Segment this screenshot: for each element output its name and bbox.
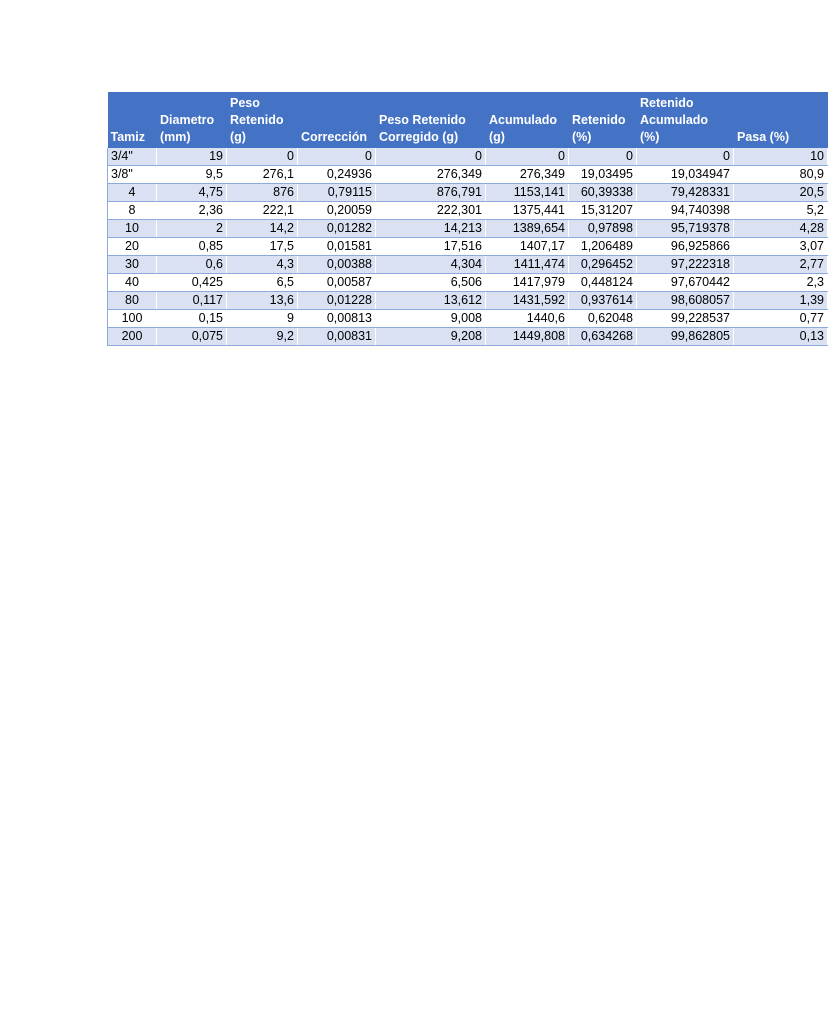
cell-pasa-pct: 80,9	[734, 166, 828, 184]
cell-acumulado: 1431,592	[486, 292, 569, 310]
cell-diametro: 0,6	[157, 256, 227, 274]
cell-pasa-pct: 0,13	[734, 328, 828, 346]
cell-retenido-pct: 1,206489	[569, 238, 637, 256]
cell-peso-retenido-corregido: 876,791	[376, 184, 486, 202]
table-row	[108, 202, 828, 220]
cell-peso-retenido-corregido: 0	[376, 148, 486, 166]
cell-diametro: 0,15	[157, 310, 227, 328]
table-row	[108, 328, 828, 346]
cell-peso-retenido-corregido: 276,349	[376, 166, 486, 184]
cell-peso-retenido-corregido: 4,304	[376, 256, 486, 274]
cell-peso-retenido: 222,1	[227, 202, 298, 220]
header-diametro: Diametro (mm)	[157, 92, 227, 148]
cell-tamiz: 4	[108, 184, 157, 202]
cell-acumulado: 1389,654	[486, 220, 569, 238]
cell-diametro: 9,5	[157, 166, 227, 184]
cell-retenido-pct: 0,97898	[569, 220, 637, 238]
cell-retenido-acumulado-pct: 79,428331	[637, 184, 734, 202]
header-acumulado: Acumulado (g)	[486, 92, 569, 148]
cell-retenido-pct: 0,937614	[569, 292, 637, 310]
cell-acumulado: 1375,441	[486, 202, 569, 220]
cell-tamiz: 20	[108, 238, 157, 256]
cell-pasa-pct: 10	[734, 148, 828, 166]
cell-retenido-pct: 15,31207	[569, 202, 637, 220]
cell-pasa-pct: 2,3	[734, 274, 828, 292]
table-row	[108, 238, 828, 256]
cell-acumulado: 1440,6	[486, 310, 569, 328]
table-header	[108, 92, 828, 148]
cell-peso-retenido-corregido: 222,301	[376, 202, 486, 220]
cell-tamiz: 30	[108, 256, 157, 274]
cell-retenido-acumulado-pct: 97,222318	[637, 256, 734, 274]
cell-acumulado: 1417,979	[486, 274, 569, 292]
table-row	[108, 148, 828, 166]
cell-peso-retenido-corregido: 9,008	[376, 310, 486, 328]
cell-acumulado: 1411,474	[486, 256, 569, 274]
cell-retenido-acumulado-pct: 94,740398	[637, 202, 734, 220]
cell-diametro: 0,425	[157, 274, 227, 292]
header-retenido-pct: Retenido (%)	[569, 92, 637, 148]
cell-diametro: 4,75	[157, 184, 227, 202]
cell-correccion: 0,00587	[298, 274, 376, 292]
cell-tamiz: 200	[108, 328, 157, 346]
cell-peso-retenido: 14,2	[227, 220, 298, 238]
cell-acumulado: 1449,808	[486, 328, 569, 346]
cell-correccion: 0,24936	[298, 166, 376, 184]
cell-diametro: 2,36	[157, 202, 227, 220]
cell-tamiz: 3/4"	[108, 148, 157, 166]
header-peso-retenido: Peso Retenido (g)	[227, 92, 298, 148]
cell-peso-retenido: 17,5	[227, 238, 298, 256]
cell-correccion: 0,00831	[298, 328, 376, 346]
header-correccion: Corrección	[298, 92, 376, 148]
table-row	[108, 310, 828, 328]
cell-tamiz: 8	[108, 202, 157, 220]
cell-retenido-acumulado-pct: 19,034947	[637, 166, 734, 184]
cell-retenido-pct: 19,03495	[569, 166, 637, 184]
cell-retenido-acumulado-pct: 0	[637, 148, 734, 166]
cell-peso-retenido: 876	[227, 184, 298, 202]
table-body	[108, 148, 828, 346]
cell-peso-retenido: 276,1	[227, 166, 298, 184]
cell-correccion: 0	[298, 148, 376, 166]
table-row	[108, 256, 828, 274]
cell-retenido-pct: 0,448124	[569, 274, 637, 292]
sieve-analysis-table	[107, 92, 828, 346]
header-row	[108, 92, 828, 148]
cell-tamiz: 80	[108, 292, 157, 310]
cell-peso-retenido-corregido: 9,208	[376, 328, 486, 346]
cell-correccion: 0,00813	[298, 310, 376, 328]
cell-tamiz: 3/8"	[108, 166, 157, 184]
cell-correccion: 0,00388	[298, 256, 376, 274]
cell-pasa-pct: 2,77	[734, 256, 828, 274]
cell-pasa-pct: 20,5	[734, 184, 828, 202]
cell-retenido-pct: 0,296452	[569, 256, 637, 274]
cell-acumulado: 1153,141	[486, 184, 569, 202]
cell-correccion: 0,20059	[298, 202, 376, 220]
cell-retenido-acumulado-pct: 96,925866	[637, 238, 734, 256]
cell-retenido-acumulado-pct: 99,862805	[637, 328, 734, 346]
cell-diametro: 0,85	[157, 238, 227, 256]
header-pasa-pct: Pasa (%)	[734, 92, 828, 148]
cell-peso-retenido-corregido: 14,213	[376, 220, 486, 238]
cell-pasa-pct: 1,39	[734, 292, 828, 310]
cell-retenido-pct: 0,62048	[569, 310, 637, 328]
cell-pasa-pct: 3,07	[734, 238, 828, 256]
cell-tamiz: 10	[108, 220, 157, 238]
header-peso-retenido-corregido: Peso Retenido Corregido (g)	[376, 92, 486, 148]
cell-pasa-pct: 0,77	[734, 310, 828, 328]
cell-retenido-pct: 0,634268	[569, 328, 637, 346]
cell-tamiz: 100	[108, 310, 157, 328]
cell-correccion: 0,01228	[298, 292, 376, 310]
cell-pasa-pct: 5,2	[734, 202, 828, 220]
cell-peso-retenido: 9	[227, 310, 298, 328]
table-row	[108, 166, 828, 184]
cell-pasa-pct: 4,28	[734, 220, 828, 238]
cell-peso-retenido-corregido: 13,612	[376, 292, 486, 310]
cell-diametro: 0,117	[157, 292, 227, 310]
cell-peso-retenido: 6,5	[227, 274, 298, 292]
cell-diametro: 2	[157, 220, 227, 238]
cell-acumulado: 1407,17	[486, 238, 569, 256]
header-tamiz: Tamiz	[108, 92, 157, 148]
cell-peso-retenido-corregido: 17,516	[376, 238, 486, 256]
cell-acumulado: 276,349	[486, 166, 569, 184]
cell-peso-retenido: 13,6	[227, 292, 298, 310]
table-row	[108, 274, 828, 292]
cell-acumulado: 0	[486, 148, 569, 166]
cell-retenido-acumulado-pct: 98,608057	[637, 292, 734, 310]
cell-peso-retenido: 0	[227, 148, 298, 166]
cell-retenido-acumulado-pct: 95,719378	[637, 220, 734, 238]
cell-peso-retenido-corregido: 6,506	[376, 274, 486, 292]
cell-diametro: 19	[157, 148, 227, 166]
cell-peso-retenido: 4,3	[227, 256, 298, 274]
cell-correccion: 0,01282	[298, 220, 376, 238]
cell-retenido-pct: 60,39338	[569, 184, 637, 202]
cell-correccion: 0,01581	[298, 238, 376, 256]
table-row	[108, 220, 828, 238]
cell-retenido-acumulado-pct: 97,670442	[637, 274, 734, 292]
cell-retenido-acumulado-pct: 99,228537	[637, 310, 734, 328]
cell-tamiz: 40	[108, 274, 157, 292]
cell-retenido-pct: 0	[569, 148, 637, 166]
table-row	[108, 184, 828, 202]
cell-correccion: 0,79115	[298, 184, 376, 202]
cell-diametro: 0,075	[157, 328, 227, 346]
table-row	[108, 292, 828, 310]
header-retenido-acumulado-pct: Retenido Acumulado (%)	[637, 92, 734, 148]
cell-peso-retenido: 9,2	[227, 328, 298, 346]
sieve-analysis-table-container	[107, 92, 824, 346]
